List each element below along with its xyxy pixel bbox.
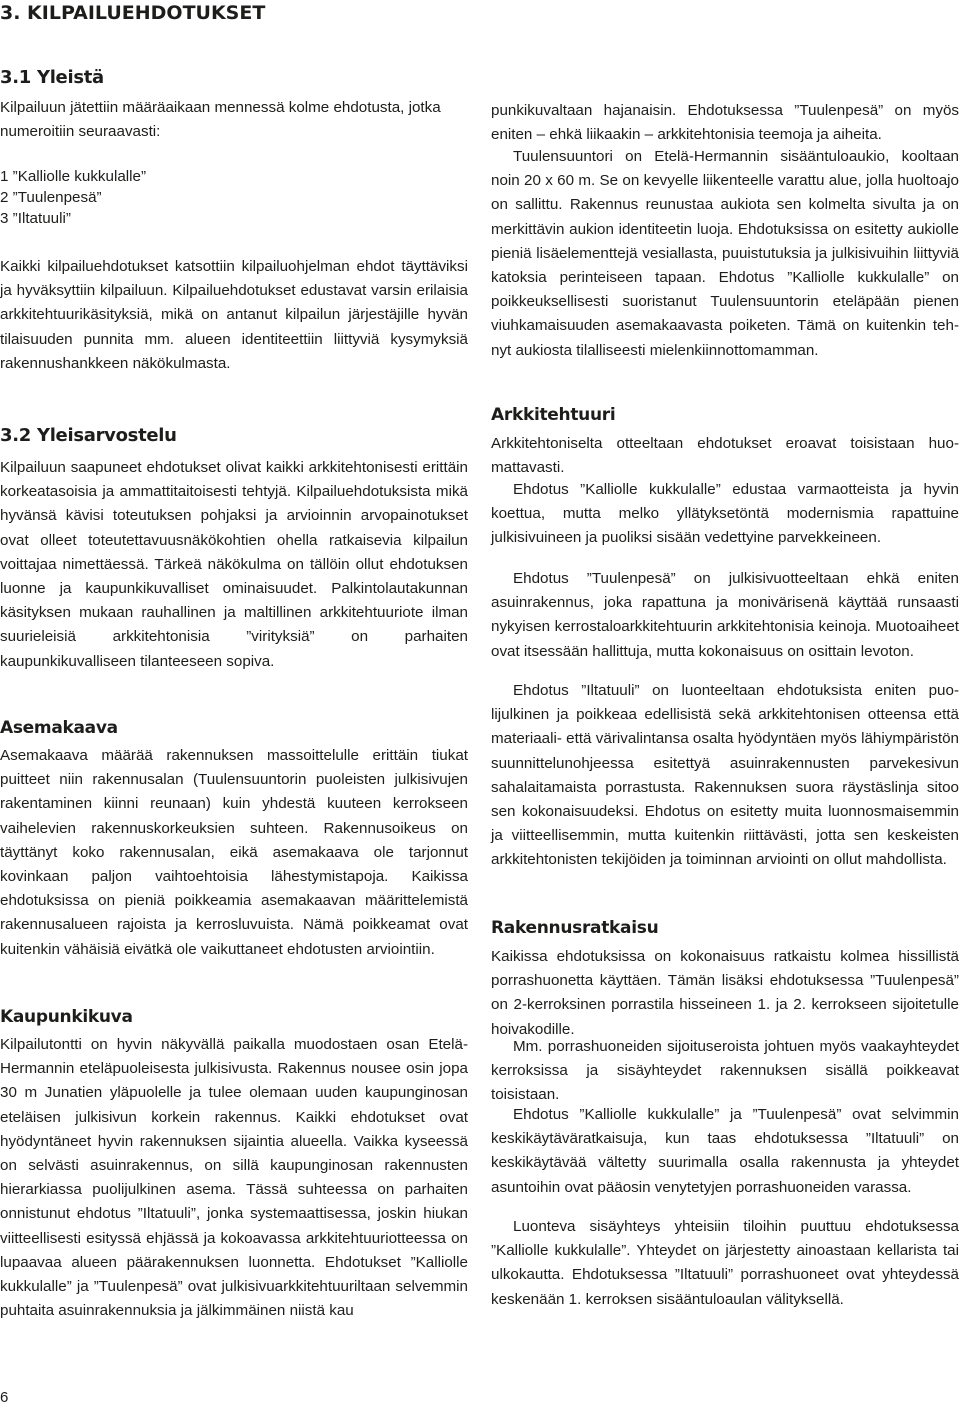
kaupunkikuva-heading: Kaupunkikuva xyxy=(0,1007,133,1027)
entry-item: 1 ”Kalliolle kukkulalle” xyxy=(0,168,147,185)
entry-list xyxy=(0,166,468,229)
rakennusratkaisu-paragraph: Ehdotus ”Kalliolle kukkulalle” ja ”Tuulenpesä” ovat selvimmin keskikäytäväratkaisuja, kun taas ehdotuksessa ”Iltatuuli” on keskikäytävää vältetty suurimalla osalla rakennusta ja yhteydet asuntoihin ovat pääosin venytetyjen porrashuoneiden varassa. xyxy=(491,1106,959,1196)
page-number: 6 xyxy=(0,1389,9,1406)
entry-item: 3 ”Iltatuuli” xyxy=(0,210,71,227)
arkkitehtuuri-intro: Arkkitehtoniselta otteeltaan ehdotukset eroavat toisistaan huomattavasti. xyxy=(491,435,959,477)
tuulensuuntori-paragraph: Tuulensuuntori on Etelä-Hermannin sisääntuloaukio, kooltaan noin 20 x 60 m. Se on kevyelle liikenteelle varattu alue, jolla huoltoajo on sallittu. Rakennus reunustaa aukiota sen kolmelta sivulta ja on merkittävin aukion identiteetin luoja. Ehdotuksissa on esitetty aukiolle pieniä lisäelementtejä vesiallasta, puuistutuksia ja julkisivuihin liittyviä katoksia perinteiseen tapaan. Ehdotus ”Kalliolle kukkulalle” on poikkeuksellisesti suoristanut Tuulensuuntorin eteläpään pienen viuhkamaisuuden asemakaavasta poiketen. Tämä on kuitenkin tehnyt aukiosta tilalliseesti mielenkiinnottomamman. xyxy=(491,148,959,359)
section-3-2-heading: 3.2 Yleisarvostelu xyxy=(0,425,177,446)
section-3-1-intro: Kilpailuun jätettiin määräaikaan mennessä kolme ehdotusta, jotka numeroitiin seuraavasti: xyxy=(0,99,441,141)
section-3-1-body: Kaikki kilpailuehdotukset katsottiin kilpailuohjelman ehdot täyttäviksi ja hyväksyttiin kilpailuun. Kilpailuehdotukset edustavat varsin erilaisia arkkitehtuurikäsityksiä, mikä on antanut kilpailun järjestäjille hyvän tilaisuuden punnita mm. alueen identiteettiin liittyviä kysymyksiä rakennushankkeen näkökulmasta. xyxy=(0,258,468,372)
arkkitehtuuri-paragraph: Ehdotus ”Iltatuuli” on luonteeltaan ehdotuksista eniten puolijulkinen ja poikkeaa edellisistä sekä arkkitehtonisen otteensa että materiaali- että värivalintansa osalta hyödyntäen myös lähiympäristön suunnittelunohjeessa esitettyä asuinrakennusten parvekesivun sahalaitamaista porrastusta. Rakennuksen suora räystäslinja sitoo sen kokonaisuudeksi. Ehdotus on esitetty muita luonnosmaisemmin ja viitteellisemmin, mutta kuitenkin riittävästi, jotta sen keskeisten arkkitehtonisten tekijöiden ja toiminnan arviointi on ollut mahdollista. xyxy=(491,682,959,869)
kaupunkikuva-body: Kilpailutontti on hyvin näkyvällä paikalla muodostaen osan Etelä-Hermannin eteläpuoleisesta julkisivusta. Rakennus nousee osin jopa 30 m Junatien yläpuolelle ja tulee olemaan uuden kaupunginosan eteläisen julkisivun korkein rakennus. Kaikki ehdotukset ovat hyödyntäneet hyvin rakennuksen sijaintia alueella. Vaikka kyseessä on selvästi asuinrakennus, on sillä kaupunginosan rakennusten hierarkiassa puolijulkinen asema. Tässä suhteessa on parhaiten onnistunut ehdotus ”Iltatuuli”, jonka systemaattisessa, joskin hiukan viitteellisesti esityssä ehjässä ja kokoavassa arkkitehtuuriotteessa on lupaavaa alueen päärakennuksen luonnetta. Ehdotukset ”Kalliolle kukkulalle” ja ”Tuulenpesä” ovat julkisivuarkkitehtuuriltaan selvemmin puhtaita asuinrakennuksia ja jälkimmäinen niistä kau xyxy=(0,1036,468,1320)
entry-item: 2 ”Tuulenpesä” xyxy=(0,189,102,206)
rakennusratkaisu-heading: Rakennusratkaisu xyxy=(491,918,659,938)
arkkitehtuuri-paragraph: Ehdotus ”Tuulenpesä” on julkisivuotteeltaan ehkä eniten asuinrakennus, joka rapattuna ja monivärisenä käyttää runsaasti nykyisen kerrostaloarkkitehtuurin arkkitehtonisia keinoja. Muotoaiheet ovat itsessään hallittuja, mutta kokonaisuus on osittain levoton. xyxy=(491,570,959,660)
rakennusratkaisu-paragraph: Luonteva sisäyhteys yhteisiin tiloihin puuttuu ehdotuksessa ”Kalliolle kukkulalle”. Yhteydet on järjestetty ainoastaan kellarista tai ulkokautta. Ehdotuksessa ”Iltatuuli” porrashuoneet ovat yhteydessä keskenään 1. kerroksen sisääntuloaulan välityksellä. xyxy=(491,1218,959,1308)
rakennusratkaisu-paragraph: Kaikissa ehdotuksissa on kokonaisuus ratkaistu kolmea hissillistä porrashuonetta käyttäen. Tämän lisäksi ehdotuksessa ”Tuulenpesä” on 2-kerroksinen porrastila hisseineen 1. ja 2. kerrokseen sijoitetulle hoivakodille. xyxy=(491,948,959,1038)
rakennusratkaisu-paragraph: Mm. porrashuoneiden sijoituseroista johtuen myös vaakayhteydet kerroksissa ja sisäyhteydet rakennuksen sisällä poikkeavat toisistaan. xyxy=(491,1038,959,1104)
section-3-1-heading: 3.1 Yleistä xyxy=(0,67,104,88)
arkkitehtuuri-heading: Arkkitehtuuri xyxy=(491,405,616,425)
continued-paragraph: punkikuvaltaan hajanaisin. Ehdotuksessa ”Tuulenpesä” on myös eniten – ehkä liikaakin – arkkitehtonisia teemoja ja aiheita. xyxy=(491,102,959,144)
asemakaava-heading: Asemakaava xyxy=(0,718,118,738)
arkkitehtuuri-paragraph: Ehdotus ”Kalliolle kukkulalle” edustaa varmaotteista ja hyvin koettua, mutta melko yllätyksetöntä modernismia rapattuine julkisivuineen ja puoliksi sisään vedettyine parvekkeineen. xyxy=(491,481,959,547)
section-3-2-body: Kilpailuun saapuneet ehdotukset olivat kaikki arkkitehtonisesti erittäin korkeatasoisia ja ammattitaitoisesti tehtyjä. Kilpailuehdotuksista mikä hyvänsä kävisi toteutuksen pohjaksi ja arvioinnin arvopainotukset ovat olleet toteutettavuusnäkökohtien ohella ratkaisevia kilpailun voittajaa nimettäessä. Tärkeä näkökulma on tällöin ollut ehdotuksen luonne ja kaupunkikuvalliset ominaisuudet. Palkintolautakunnan käsityksen mukaan rauhallinen ja maltillinen arkkitehtuuriote ilman suurieleisiä arkkitehtonisia ”virityksiä” on parhaiten kaupunkikuvalliseen tilanteeseen sopiva. xyxy=(0,459,468,670)
asemakaava-body: Asemakaava määrää rakennuksen massoittelulle erittäin tiukat puitteet niin rakennusalan (Tuulensuuntorin puoleisten julkisivujen rakentaminen kiinni reunaan) kuin yhdestä kuuteen kerrokseen vaihelevien rakennuskorkeuksien suhteen. Rakennusoikeus on täyttänyt koko rakennusalan, eikä asemakaava ole tarjonnut kovinkaan paljon vaihtoehtoisia lähestymistapoja. Kaikissa ehdotuksissa on pieniä poikkeamia asemakaavan määrittelemistä rakennusalueen rajoista ja kerrosluvuista. Nämä poikkeamat ovat kuitenkin vähäisiä eivätkä ole vaikuttaneet ehdotusten arviointiin. xyxy=(0,747,468,958)
chapter-title: 3. KILPAILUEHDOTUKSET xyxy=(0,2,266,24)
